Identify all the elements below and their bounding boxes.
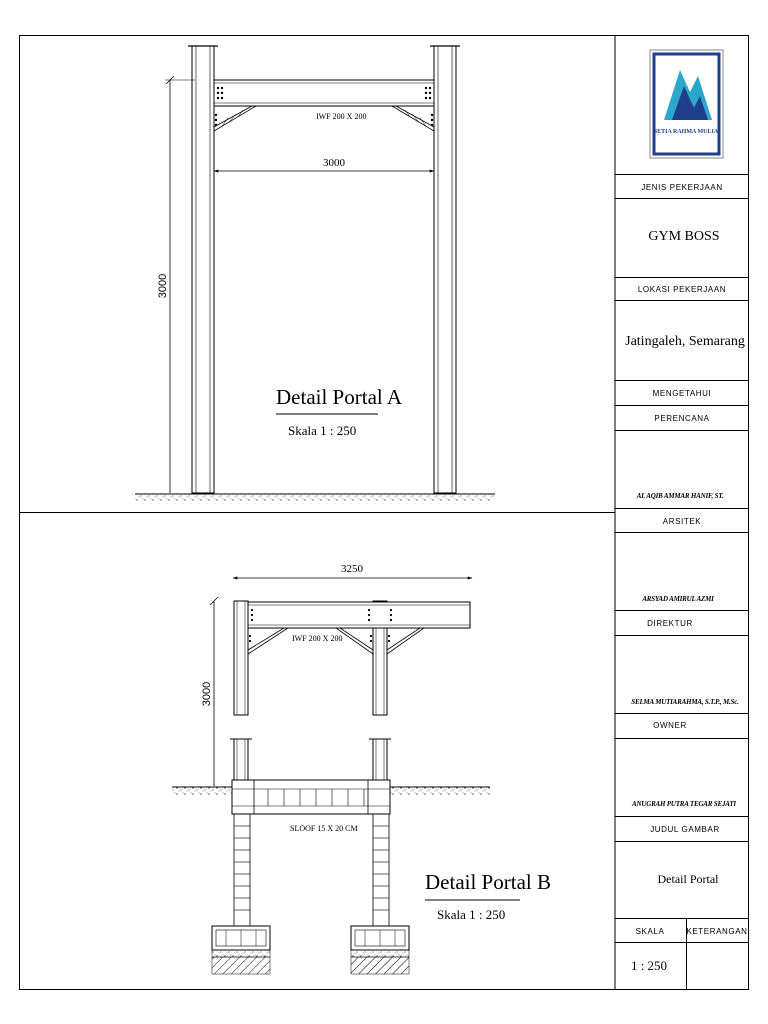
lokasi-pekerjaan-value: Jatingaleh, Semarang (625, 334, 745, 349)
jenis-pekerjaan-value: GYM BOSS (648, 229, 720, 244)
skala-value: 1 : 250 (630, 958, 668, 973)
portal-b-footing-right (351, 926, 409, 974)
jenis-pekerjaan-label: JENIS PEKERJAAN (641, 183, 723, 192)
portal-b-sloof-label: SLOOF 15 X 20 CM (290, 824, 358, 833)
portal-b-footing-left (212, 926, 270, 974)
portal-a-beam-label: IWF 200 X 200 (316, 112, 367, 121)
arsitek-label: ARSITEK (662, 517, 702, 526)
portal-b-title: Detail Portal B (425, 870, 551, 894)
portal-a-span-dimension: 3000 (323, 157, 345, 169)
judul-gambar-label: JUDUL GAMBAR (650, 825, 720, 834)
arsitek-name: ARSYAD AMIRUL AZMI (642, 595, 714, 603)
portal-b-beam (248, 602, 470, 628)
portal-a-column-right (434, 46, 456, 493)
company-logo (650, 50, 723, 158)
portal-a-scale: Skala 1 : 250 (288, 423, 357, 438)
portal-a-beam (214, 80, 434, 106)
direktur-label: DIREKTUR (647, 619, 693, 628)
title-block (615, 50, 749, 990)
owner-label: OWNER (653, 721, 687, 730)
perencana-name: AL AQIB AMMAR HANIF, ST. (636, 492, 724, 500)
logo-letters: SR (686, 108, 702, 120)
keterangan-label: KETERANGAN (686, 927, 748, 936)
lokasi-pekerjaan-label: LOKASI PEKERJAAN (637, 285, 727, 294)
portal-b-span-dimension: 3250 (341, 563, 363, 575)
judul-gambar-value: Detail Portal (657, 872, 719, 886)
portal-b-sloof (232, 780, 390, 814)
skala-label: SKALA (635, 927, 665, 936)
portal-a-drawing (135, 46, 495, 501)
logo-company-name: SETIA RAHMA MULIA (653, 129, 719, 135)
portal-a-height-dimension: 3000 (157, 273, 169, 299)
direktur-name: SELMA MUTIARAHMA, S.T.P., M.Sc. (631, 698, 739, 706)
portal-b-drawing (172, 563, 551, 974)
owner-name: ANUGRAH PUTRA TEGAR SEJATI (632, 800, 736, 808)
portal-a-title: Detail Portal A (276, 385, 402, 409)
portal-b-column-left (234, 601, 248, 715)
portal-b-scale: Skala 1 : 250 (437, 907, 506, 922)
perencana-label: PERENCANA (654, 414, 710, 423)
portal-a-column-left (192, 46, 214, 493)
mengetahui-label: MENGETAHUI (652, 389, 712, 398)
portal-b-beam-label: IWF 200 X 200 (292, 634, 343, 643)
portal-b-height-dimension: 3000 (201, 681, 213, 707)
